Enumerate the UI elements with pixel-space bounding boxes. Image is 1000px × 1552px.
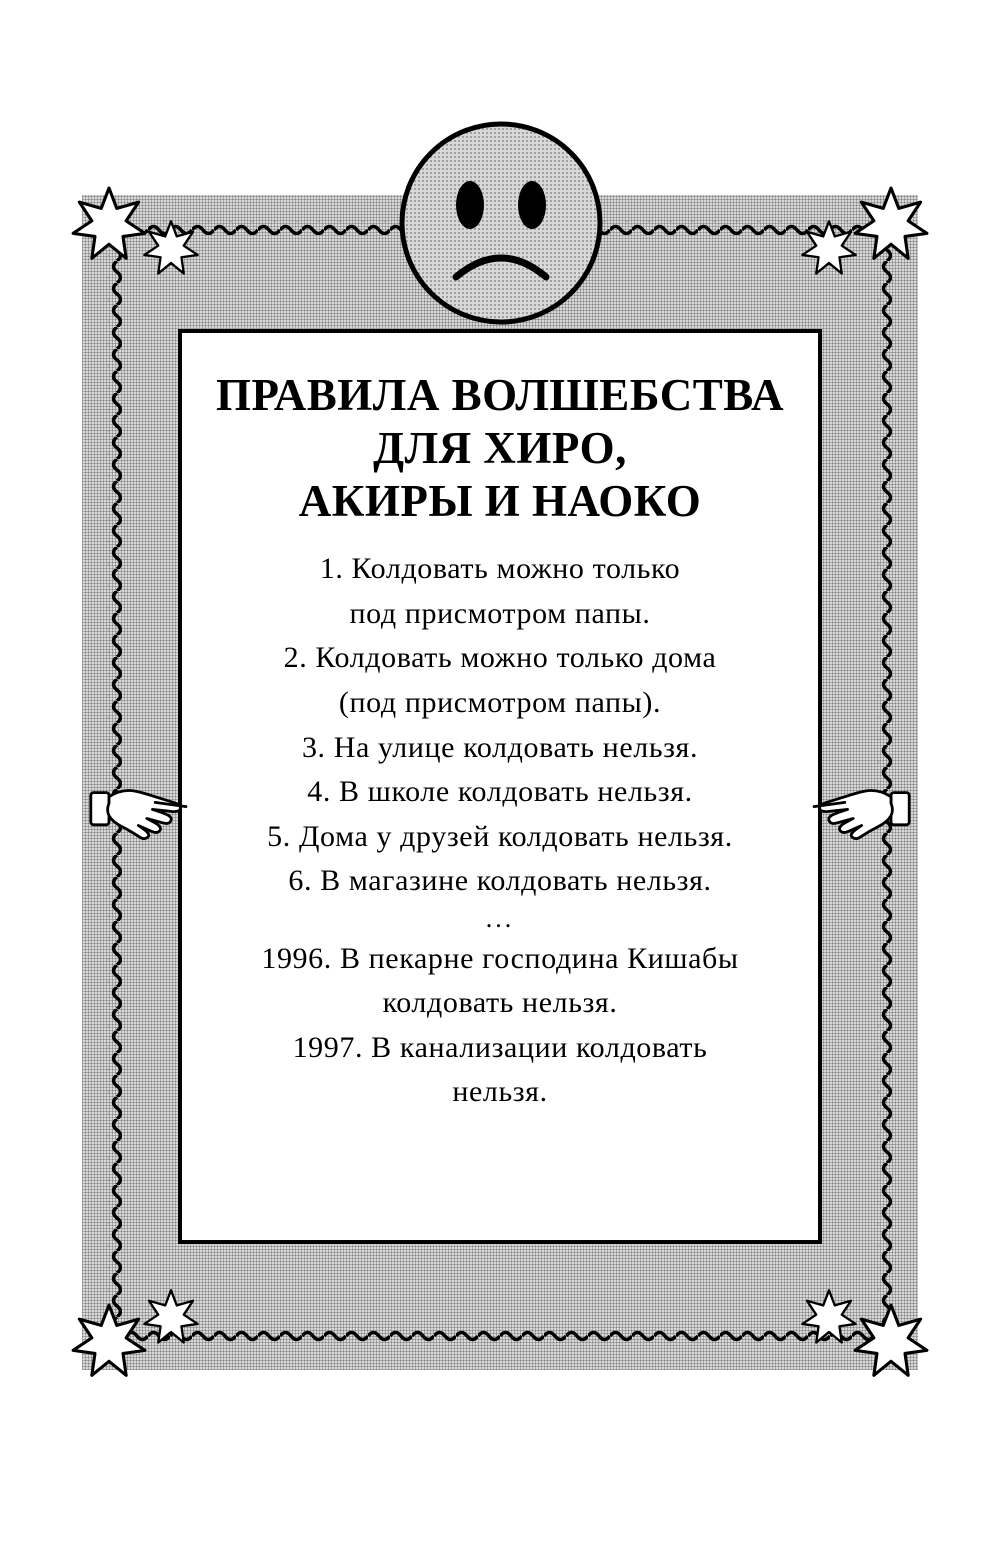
list-item: 6. В магазине колдовать нельзя. [288,864,712,898]
star-icon [852,185,930,263]
pointing-hand-right-icon [88,775,200,841]
star-icon [142,1288,200,1346]
star-icon [800,219,858,277]
list-item: 4. В школе колдовать нельзя. [307,775,693,809]
decorative-frame [82,195,918,1370]
list-item: 2. Колдовать можно только дома [283,641,717,675]
star-icon [142,219,200,277]
list-item: (под присмотром папы). [338,686,662,720]
list-item: 3. На улице колдовать нельзя. [301,730,699,764]
list-item: нельзя. [452,1075,548,1109]
list-item: 1997. В канализации колдовать [292,1030,708,1064]
list-item: под присмотром папы. [349,596,651,630]
star-icon [70,1302,148,1380]
sad-face-icon [398,120,604,326]
list-item-ellipsis: ... [485,904,515,934]
list-item: 1996. В пекарне господина Кишабы [261,941,739,975]
title-line-2: ДЛЯ ХИРО, [373,423,627,474]
rules-card [178,329,822,1244]
star-icon [70,185,148,263]
list-item: колдовать нельзя. [382,986,618,1020]
rules-list [182,538,818,1114]
page-title [182,333,818,538]
pointing-hand-left-icon [800,775,912,841]
list-item: 1. Колдовать можно только [319,552,681,586]
star-icon [852,1302,930,1380]
star-icon [800,1288,858,1346]
list-item: 5. Дома у друзей колдовать нельзя. [267,819,733,853]
title-line-3: АКИРЫ И НАОКО [298,476,702,527]
title-line-1: ПРАВИЛА ВОЛШЕБСТВА [216,370,784,420]
